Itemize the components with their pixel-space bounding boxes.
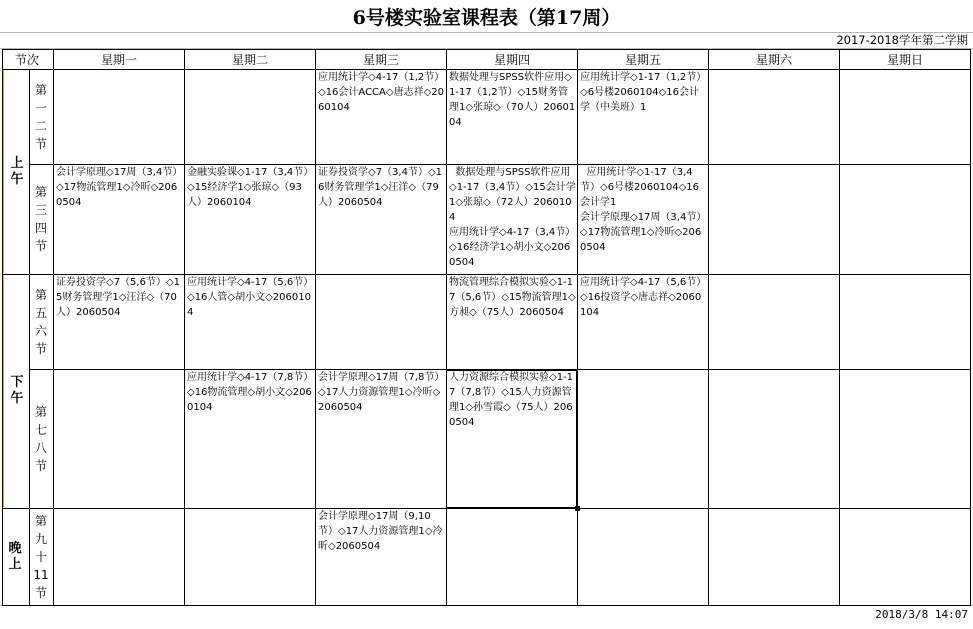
course-cell-wed-1-2[interactable]: 应用统计学◇4-17（1,2节）◇16会计ACCA◇唐志祥◇2060104	[318, 72, 445, 113]
course-cell-wed-3-4[interactable]: 证券投资学◇7（3,4节）◇16财务管理学1◇汪洋◇（79人）2060504	[318, 167, 443, 208]
day-header-thu: 星期四	[493, 52, 530, 67]
course-cell-tue-7-8[interactable]: 应用统计学◇4-17（7,8节）◇16物流管理◇胡小文◇2060104	[187, 372, 314, 413]
course-cell-thu-5-6[interactable]: 物流管理综合模拟实验◇1-17（5,6节）◇15物流管理1◇方昶◇（75人）2060504	[449, 277, 576, 318]
course-cell-fri-5-6[interactable]: 应用统计学◇4-17（5,6节）◇16投资学◇唐志祥◇2060104	[580, 277, 707, 318]
term-label: 2017-2018学年第二学期	[836, 33, 968, 47]
table-line-v	[315, 49, 316, 606]
table-line-h	[30, 369, 970, 370]
course-cell-fri-3-4[interactable]: 应用统计学◇1-17（3,4节）◇6号楼2060104◇16会计学1 会计学原理◇17周（3,4节）◇17物流管理1◇冷昕◇2060504	[580, 167, 707, 253]
day-header-wed: 星期三	[362, 52, 399, 67]
session-7-8: 第 七 八 节	[34, 404, 47, 473]
course-cell-wed-9-11[interactable]: 会计学原理◇17周（9,10节）◇17人力资源管理1◇冷昕◇2060504	[318, 511, 443, 552]
session-5-6: 第 五 六 节	[34, 287, 47, 356]
table-line-h	[2, 49, 970, 50]
day-header-fri: 星期五	[624, 52, 661, 67]
course-cell-tue-3-4[interactable]: 金融实验课◇1-17（3,4节）◇15经济学1◇张琼◇（93人）2060104	[187, 167, 314, 208]
timestamp: 2018/3/8 14:07	[875, 608, 968, 621]
course-cell-wed-7-8[interactable]: 会计学原理◇17周（7,8节）◇17人力资源管理1◇冷昕◇2060504	[318, 372, 445, 413]
table-line-h	[2, 605, 970, 606]
period-afternoon: 下 午	[2, 275, 30, 507]
table-line-v	[446, 49, 447, 606]
table-line-h	[2, 274, 970, 275]
day-header-tue: 星期二	[231, 52, 268, 67]
session-9-11: 第 九 十 11 节	[33, 514, 49, 600]
course-cell-fri-1-2[interactable]: 应用统计学◇1-17（1,2节）◇6号楼2060104◇16会计学（中美班）1	[580, 72, 707, 113]
table-line-h	[30, 164, 970, 165]
table-line-v	[708, 49, 709, 606]
period-morning: 上 午	[2, 70, 30, 273]
page-title: 6号楼实验室课程表（第17周）	[352, 6, 621, 29]
table-line-v	[839, 49, 840, 606]
table-line-v	[29, 69, 30, 606]
day-header-sun: 星期日	[886, 52, 923, 67]
table-line-v	[184, 49, 185, 606]
table-line-v	[577, 49, 578, 606]
table-line-v	[970, 49, 971, 606]
table-line-h	[2, 69, 970, 70]
corner-header: 节次	[14, 52, 39, 67]
grid-line-h	[0, 32, 973, 33]
course-cell-mon-3-4[interactable]: 会计学原理◇17周（3,4节）◇17物流管理1◇冷昕◇2060504	[56, 167, 183, 208]
day-header-mon: 星期一	[100, 52, 137, 67]
table-line-h	[2, 508, 970, 509]
session-3-4: 第 三 四 节	[34, 185, 47, 253]
period-evening: 晚 上	[8, 541, 22, 572]
table-line-v	[53, 49, 54, 606]
course-cell-tue-5-6[interactable]: 应用统计学◇4-17（5,6节）◇16人管◇胡小文◇2060104	[187, 277, 314, 318]
course-cell-thu-1-2[interactable]: 数据处理与SPSS软件应用◇1-17（1,2节）◇15财务管理1◇张琼◇（70人）2060104	[449, 72, 576, 128]
course-cell-thu-3-4[interactable]: 数据处理与SPSS软件应用◇1-17（3,4节）◇15会计学1◇张琼◇（72人）2060104 应用统计学◇4-17（3,4节）◇16经济学1◇胡小文◇2060504	[449, 167, 576, 268]
course-cell-thu-7-8[interactable]: 人力资源综合模拟实验◇1-17（7,8节）◇15人力资源管理1◇孙雪霞◇（75人）2060504	[449, 372, 574, 428]
table-line-v	[2, 49, 3, 606]
day-header-sat: 星期六	[755, 52, 792, 67]
course-cell-mon-5-6[interactable]: 证券投资学◇7（5,6节）◇15财务管理学1◇汪洋◇（70人）2060504	[56, 277, 181, 318]
session-1-2: 第 一 二 节	[34, 82, 47, 151]
selected-cell-border	[446, 370, 577, 508]
